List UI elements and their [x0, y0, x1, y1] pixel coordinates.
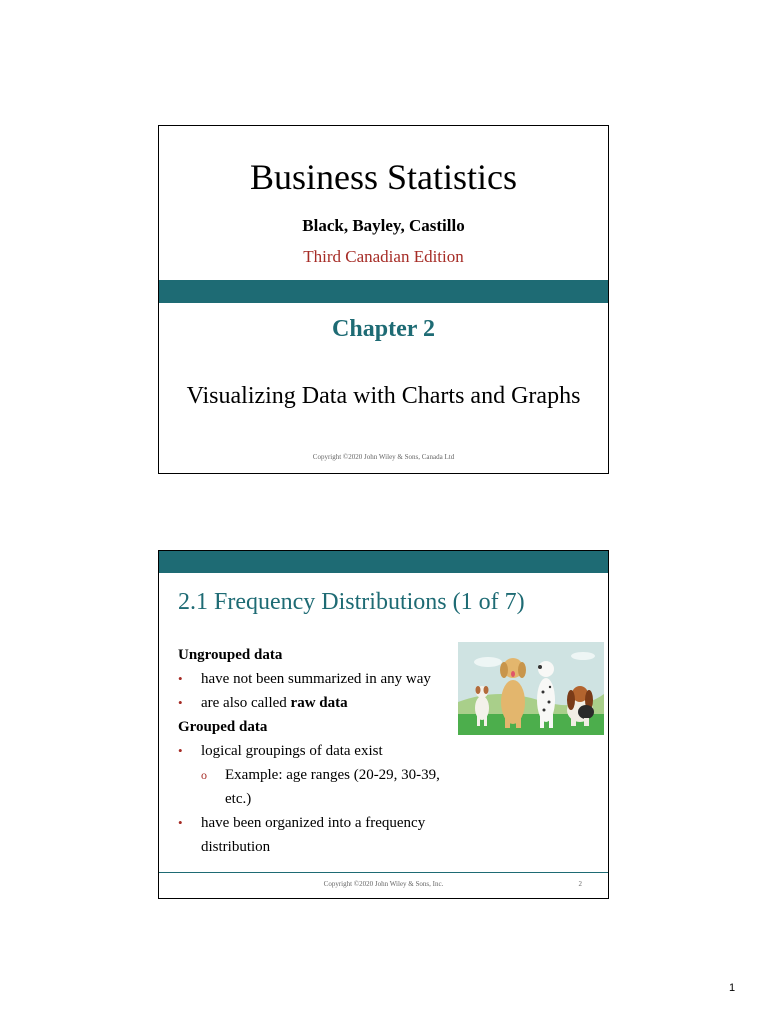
- raw-data-term: raw data: [290, 695, 348, 711]
- content-slide: [158, 550, 609, 899]
- dogs-illustration: [458, 642, 604, 735]
- list-item: • have not been summarized in any way: [178, 667, 463, 691]
- edition: Third Canadian Edition: [303, 247, 464, 266]
- circle-bullet-icon: o: [201, 768, 207, 782]
- bullet-icon: •: [178, 695, 183, 710]
- grouped-heading: Grouped data: [178, 719, 268, 735]
- copyright: Copyright ©2020 John Wiley & Sons, Inc.: [323, 880, 444, 888]
- slide-heading: 2.1 Frequency Distributions (1 of 7): [178, 589, 525, 615]
- sub-list-item: o Example: age ranges (20-29, 30-39, etc.): [178, 763, 463, 811]
- authors: Black, Bayley, Castillo: [302, 216, 465, 235]
- accent-band: [159, 551, 608, 573]
- list-item: • logical groupings of data exist: [178, 739, 463, 763]
- bullet-icon: •: [178, 815, 183, 830]
- bullet-icon: •: [178, 671, 183, 686]
- title-slide: [158, 125, 609, 474]
- footer-divider: [159, 872, 608, 873]
- slide-body: [178, 643, 463, 859]
- chapter-label: Chapter 2: [332, 316, 435, 342]
- book-title: Business Statistics: [249, 157, 518, 197]
- list-item: • have been organized into a frequency distribution: [178, 811, 463, 859]
- ungrouped-heading: Ungrouped data: [178, 647, 283, 663]
- page-number: 1: [729, 982, 736, 994]
- copyright: Copyright ©2020 John Wiley & Sons, Canada Ltd: [312, 453, 455, 461]
- accent-band: [159, 280, 608, 303]
- bullet-icon: •: [178, 743, 183, 758]
- list-item: • are also called raw data: [178, 691, 463, 715]
- chapter-title: Visualizing Data with Charts and Graphs: [186, 383, 581, 409]
- slide-number: 2: [578, 880, 582, 888]
